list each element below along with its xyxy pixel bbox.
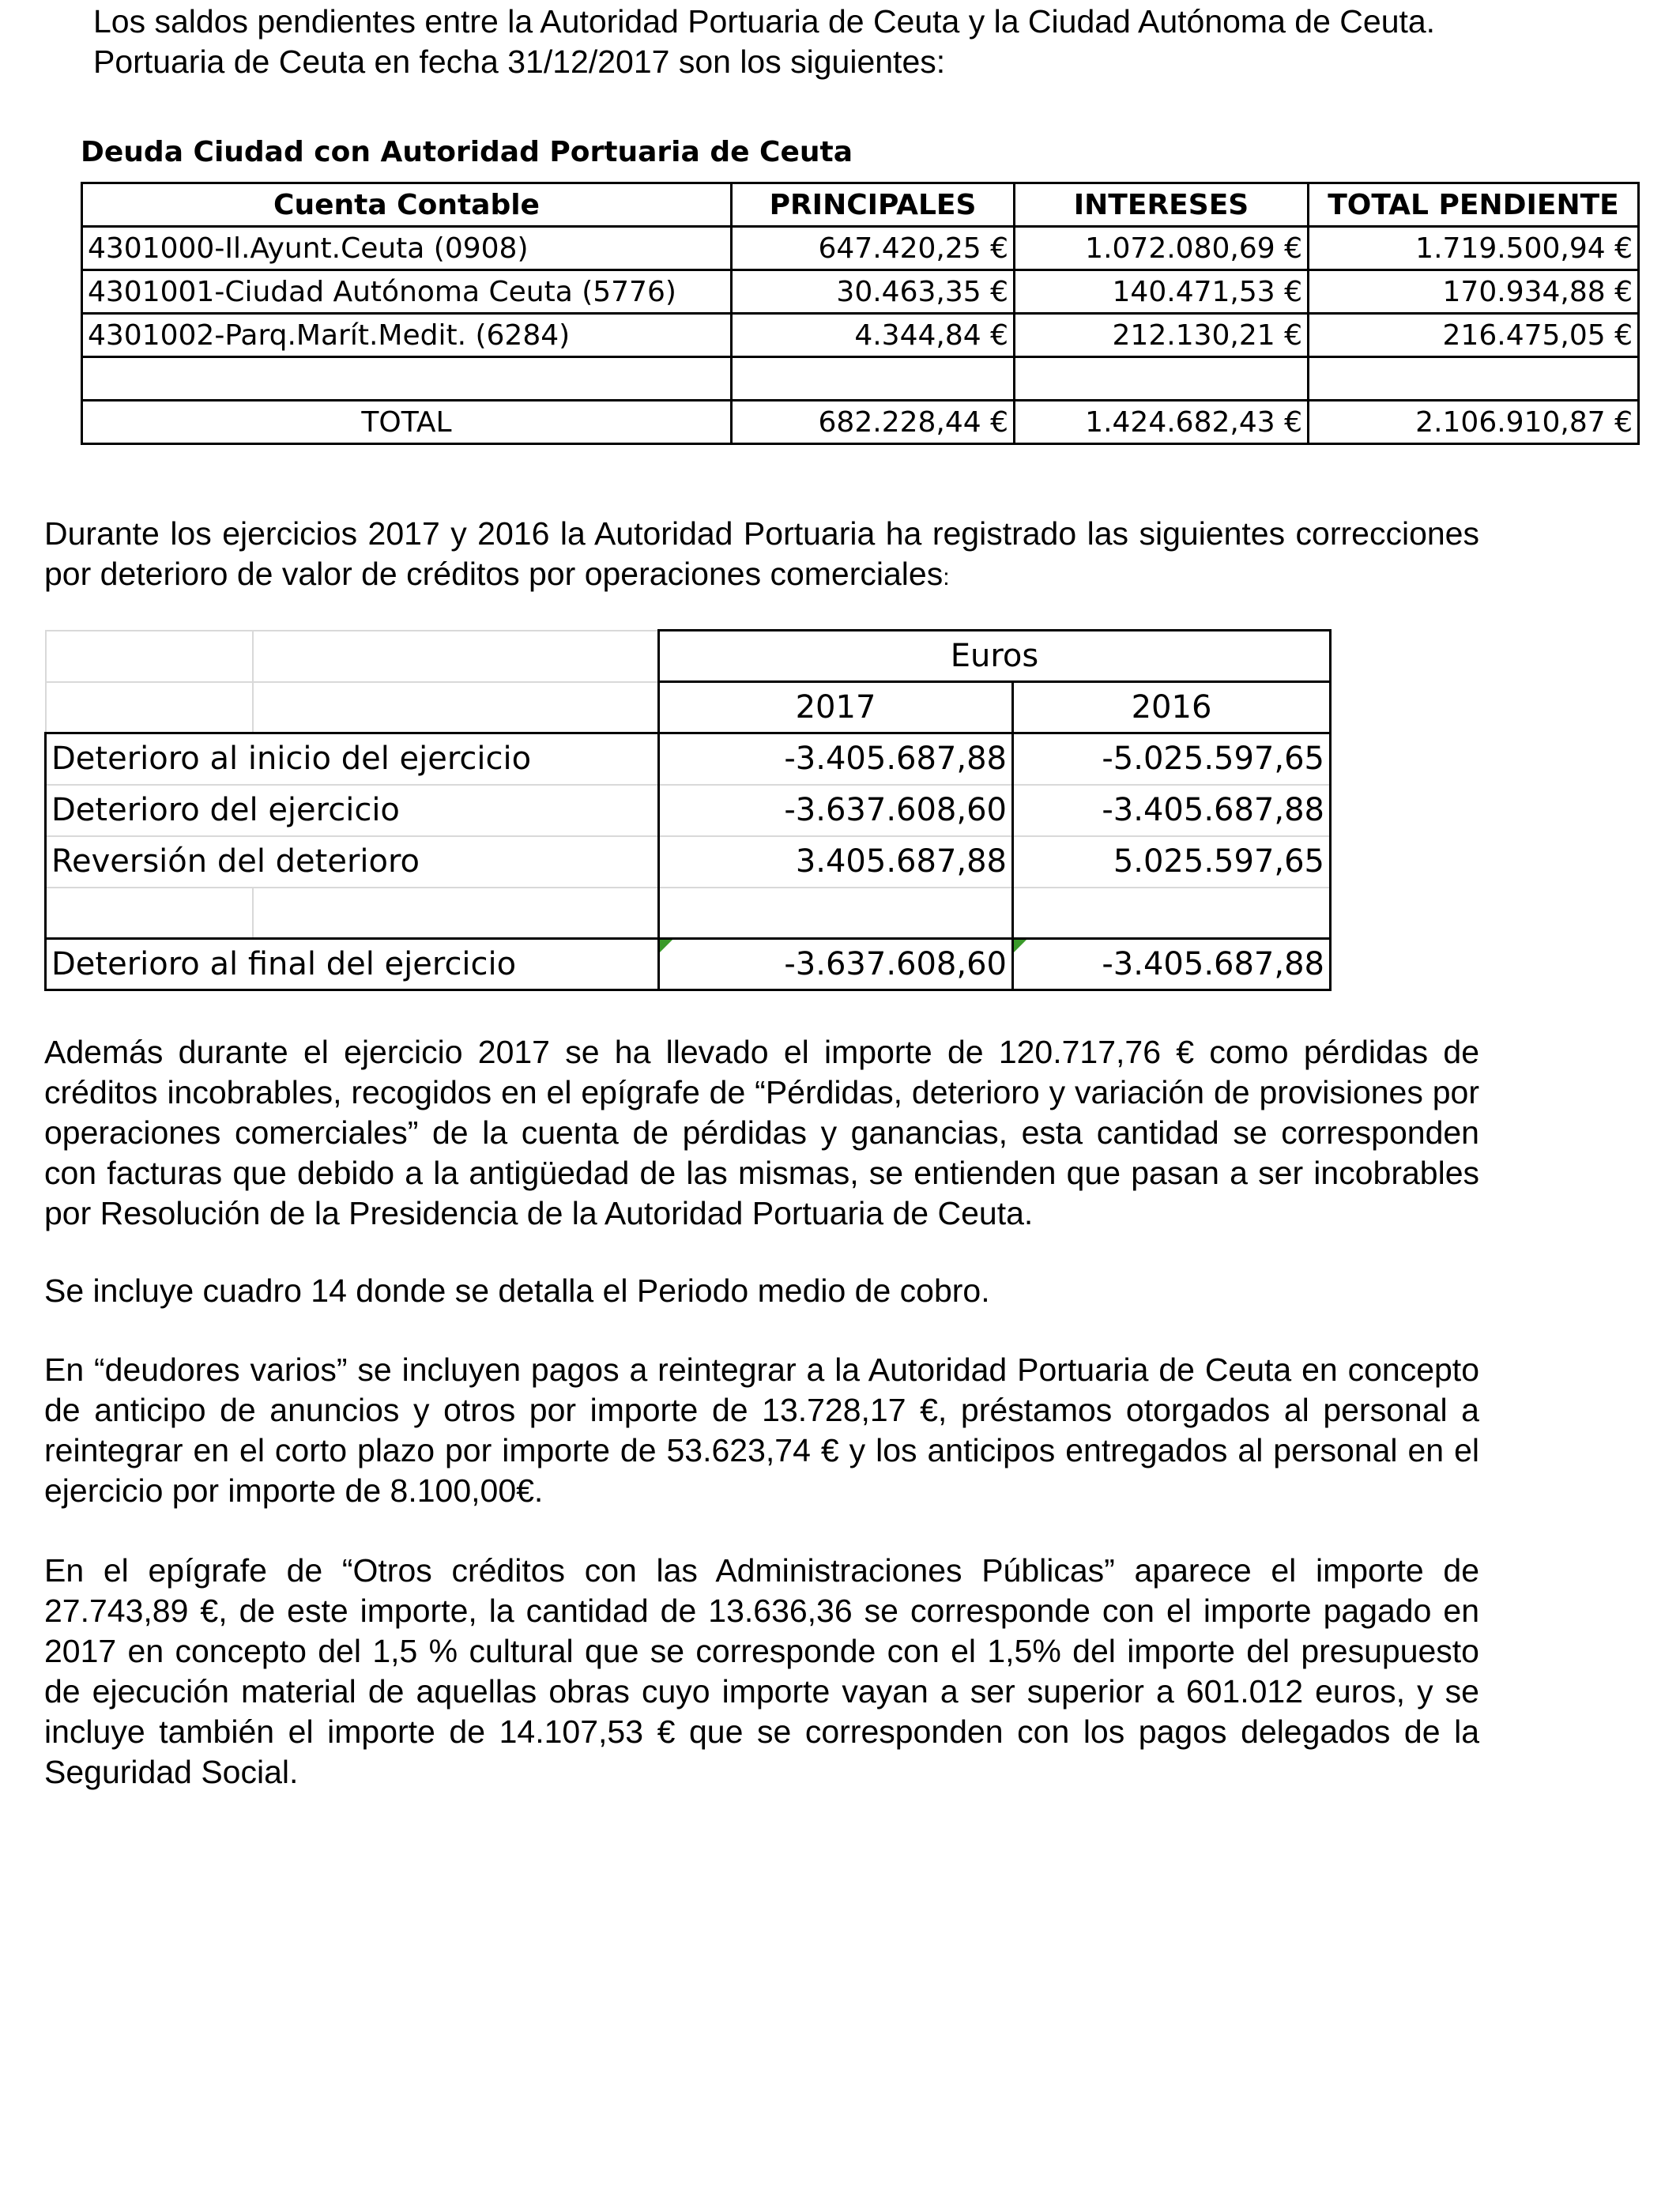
- empty-row: [46, 888, 1331, 939]
- empty-cell: [46, 888, 253, 939]
- debt-table-caption: Deuda Ciudad con Autoridad Portuaria de Ceuta: [81, 136, 853, 168]
- cuenta-cell: 4301000-Il.Ayunt.Ceuta (0908): [82, 227, 732, 270]
- header-cuenta-contable: Cuenta Contable: [82, 183, 732, 227]
- empty-row: [82, 357, 1639, 401]
- principales-cell: 4.344,84 €: [732, 314, 1015, 357]
- table-row: [46, 733, 1331, 785]
- principales-cell: 30.463,35 €: [732, 270, 1015, 314]
- deterioro-final-label: Deterioro al final del ejercicio: [46, 939, 659, 990]
- header-intereses: INTERESES: [1015, 183, 1309, 227]
- cuadro-paragraph: Se incluye cuadro 14 donde se detalla el Periodo medio de cobro.: [44, 1272, 990, 1309]
- total-row: [82, 401, 1639, 444]
- empty-cell: [46, 631, 253, 682]
- total-label: TOTAL: [82, 401, 732, 444]
- empty-cell: [82, 357, 732, 401]
- cuenta-cell: 4301001-Ciudad Autónoma Ceuta (5776): [82, 270, 732, 314]
- total-intereses: 1.424.682,43 €: [1015, 401, 1309, 444]
- cuenta-cell: 4301002-Parq.Marít.Medit. (6284): [82, 314, 732, 357]
- header-total-pendiente: TOTAL PENDIENTE: [1309, 183, 1639, 227]
- principales-cell: 647.420,25 €: [732, 227, 1015, 270]
- otros-creditos-paragraph: En el epígrafe de “Otros créditos con las Administraciones Públicas” aparece el importe de 27.743,89 €, de este importe, la cantidad de 13.636,36 se corresponde con el importe pagado en 2017 en concepto del 1,5 % cultural que se corresponde con el 1,5% del importe del presupuesto de ejecución material de aquellas obras cuyo importe vayan a ser superior a 601.012 euros, y se incluye también el importe de 14.107,53 € que se corresponden con los pagos delegados de la Seguridad Social.: [44, 1552, 1479, 1790]
- deterioro-unit-row: [46, 631, 1331, 682]
- table-row: [82, 314, 1639, 357]
- empty-cell: [1309, 357, 1639, 401]
- intereses-cell: 140.471,53 €: [1015, 270, 1309, 314]
- deterioro-final-row: [46, 939, 1331, 990]
- euros-header: Euros: [659, 631, 1331, 682]
- debt-table: [81, 182, 1640, 445]
- empty-cell: [253, 682, 659, 733]
- total-principales: 682.228,44 €: [732, 401, 1015, 444]
- year-2017-header: 2017: [659, 682, 1013, 733]
- total-total-pendiente: 2.106.910,87 €: [1309, 401, 1639, 444]
- empty-cell: [659, 888, 1013, 939]
- debt-table-header-row: [82, 183, 1639, 227]
- total-pendiente-cell: 1.719.500,94 €: [1309, 227, 1639, 270]
- table-row: [82, 270, 1639, 314]
- deterioro-concept-cell: Deterioro al inicio del ejercicio: [46, 733, 659, 785]
- table-row: [82, 227, 1639, 270]
- empty-cell: [1013, 888, 1331, 939]
- total-pendiente-cell: 216.475,05 €: [1309, 314, 1639, 357]
- empty-cell: [1015, 357, 1309, 401]
- empty-cell: [46, 682, 253, 733]
- empty-cell: [732, 357, 1015, 401]
- deterioro-years-row: [46, 682, 1331, 733]
- empty-cell: [253, 631, 659, 682]
- correcciones-paragraph: [44, 514, 1479, 598]
- year-2016-header: 2016: [1013, 682, 1331, 733]
- correcciones-text: Durante los ejercicios 2017 y 2016 la Autoridad Portuaria ha registrado las siguientes correcciones por deterioro de valor de créditos por operaciones comerciales: [44, 515, 1479, 592]
- value-2016-cell: -5.025.597,65: [1013, 733, 1331, 785]
- ademas-paragraph: Además durante el ejercicio 2017 se ha llevado el importe de 120.717,76 € como pérdidas de créditos incobrables, recogidos en el epígrafe de “Pérdidas, deterioro y variación de provisiones por operaciones comerciales” de la cuenta de pérdidas y ganancias, esta cantidad se corresponden con facturas que debido a la antigüedad de las mismas, se entienden que pasan a ser incobrables por Resolución de la Presidencia de la Autoridad Portuaria de Ceuta.: [44, 1034, 1479, 1231]
- final-2017-cell: -3.637.608,60: [659, 939, 1013, 990]
- deudores-paragraph: En “deudores varios” se incluyen pagos a reintegrar a la Autoridad Portuaria de Ceuta en concepto de anticipo de anuncios y otros por importe de 13.728,17 €, préstamos otorgados al personal a reintegrar en el corto plazo por importe de 53.623,74 € y los anticipos entregados al personal en el ejercicio por importe de 8.100,00€.: [44, 1351, 1479, 1509]
- value-2016-cell: 5.025.597,65: [1013, 836, 1331, 888]
- intereses-cell: 1.072.080,69 €: [1015, 227, 1309, 270]
- total-pendiente-cell: 170.934,88 €: [1309, 270, 1639, 314]
- table-row: [46, 836, 1331, 888]
- empty-cell: [253, 888, 659, 939]
- header-principales: PRINCIPALES: [732, 183, 1015, 227]
- correcciones-suffix: :: [943, 564, 950, 590]
- final-2016-cell: -3.405.687,88: [1013, 939, 1331, 990]
- value-2017-cell: -3.637.608,60: [659, 785, 1013, 836]
- intro-paragraph: [93, 2, 1595, 82]
- intereses-cell: 212.130,21 €: [1015, 314, 1309, 357]
- value-2016-cell: -3.405.687,88: [1013, 785, 1331, 836]
- deterioro-table: [44, 629, 1332, 991]
- table-row: [46, 785, 1331, 836]
- deterioro-concept-cell: Reversión del deterioro: [46, 836, 659, 888]
- intro-line-2: Portuaria de Ceuta en fecha 31/12/2017 son los siguientes:: [93, 43, 946, 80]
- value-2017-cell: -3.405.687,88: [659, 733, 1013, 785]
- value-2017-cell: 3.405.687,88: [659, 836, 1013, 888]
- intro-line-1: Los saldos pendientes entre la Autoridad Portuaria de Ceuta y la Ciudad Autónoma de Ceuta.: [93, 3, 1436, 40]
- deterioro-concept-cell: Deterioro del ejercicio: [46, 785, 659, 836]
